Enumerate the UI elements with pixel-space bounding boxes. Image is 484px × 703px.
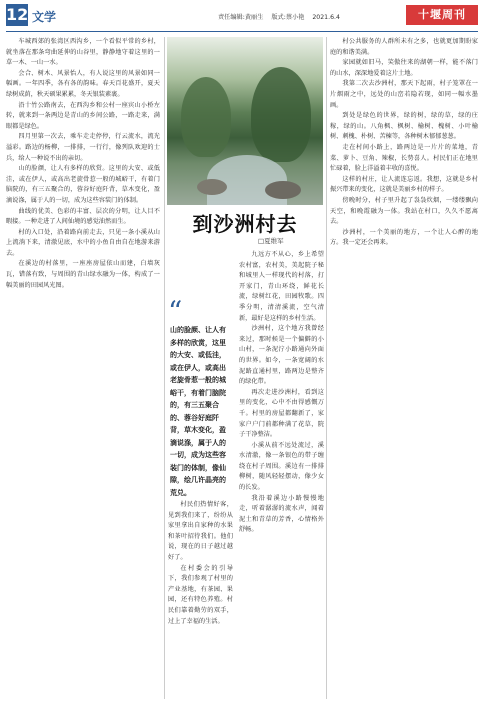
paragraph: 村的入口处，沿着路向前走去，只见一条小溪从山上流淌下来，清澈见底，水中的小鱼自由自在地游来游去。 bbox=[6, 228, 160, 257]
paragraph: 沿十竹公路南去，在西沟乡和公村一座宾山小桥左转，就来到一条两边是青山的乡间公路，一路走来，满眼都是绿色。 bbox=[6, 101, 160, 130]
designer-name: 版式:蔡小艳 bbox=[271, 14, 305, 21]
paragraph: 沙洲村，这个地方我曾经来过，那时候是一个偏僻的小山村，一条泥泞小路通向外面的世界。如今，一条宽阔的水泥路直通村里，路两边是整齐的绿化带。 bbox=[239, 325, 324, 386]
article-column-1 bbox=[6, 37, 160, 699]
paragraph: 我第二次去沙洲村，那天下起雨，村子笼罩在一片烟雨之中，远处的山峦若隐若现，如同一幅水墨画。 bbox=[330, 80, 478, 109]
paragraph: 再次走进沙洲村，看到这里的变化，心中不由得感慨万千。村里的房屋都翻新了，家家户户门前都种满了花草，院子干净整洁。 bbox=[239, 388, 324, 439]
paragraph: 曲线的优美、色彩的丰富、层次的分明，让人目不暇接。一种走进了人间仙境的感觉油然而生。 bbox=[6, 207, 160, 226]
paragraph: 村公共服务的人群所未有之多，也就更加期盼家庭的和谐美满。 bbox=[330, 38, 478, 56]
article-title: 到沙洲村去 bbox=[192, 212, 298, 236]
paragraph: 四月里第一次去，乘车走走停停，行云流水，流光溢彩。路边的杨柳，一排排，一行行，像列队欢迎的士兵，给人一种说不出的亲切。 bbox=[6, 133, 160, 162]
issue-date: 2021.6.4 bbox=[312, 14, 340, 21]
publication-logo: 十堰周刊 bbox=[406, 5, 478, 25]
header-rule bbox=[6, 31, 478, 32]
paragraph: 我沿着溪边小路慢慢地走，听着潺潺的流水声，闻着泥土和青草的芳香，心情格外舒畅。 bbox=[239, 494, 324, 534]
page-number: 12 bbox=[6, 5, 29, 24]
paragraph: 小溪从前不远处流过，溪水清澈，像一条银色的带子缠绕在村子周围。溪边有一排排柳树，随风轻轻摆动，像少女的长发。 bbox=[239, 441, 324, 492]
paragraph: 山的脸颜，让人有多样的欣赏。这里的大安、或低洼，或在伊人，或高出老旋骨惹一般的城峪干，有着门脑院的，有三五聚合的，蓉谷好庭阡背，草木变化，盈滴说涤，属于人的一切，成为这些容装门的体制。 bbox=[6, 165, 160, 204]
paragraph: 九远方不从心，乡上希望农村富，农村美，美起院子秘和城里人一样现代的村落，打开家门，青山环绕，鲜花长流，绿树红花，田园牧歌。四季分明，清清溪流，空气清新，最好是这样的乡村生活。 bbox=[239, 251, 324, 322]
paragraph: 这样的村庄，让人流连忘返。我想，这就是乡村振兴带来的变化，这就是美丽乡村的样子。 bbox=[330, 175, 478, 194]
paragraph: 在村委会的引导下，我们参观了村里的产业基地，有茶园、果园，还有特色养殖。村民们靠着勤劳的双手，过上了幸福的生活。 bbox=[168, 564, 233, 625]
paragraph: 走在村间小路上，路两边是一片片的菜地，青菜、萝卜、豆角、辣椒，长势喜人。村民们正在地里忙碌着，脸上洋溢着丰收的喜悦。 bbox=[330, 143, 478, 173]
paragraph: 会合、树木、风景怡人，有人说这里的风景如同一幅画。一年四季，各有各的韵味。春天百花盛开，夏天绿树成荫，秋天硕果累累，冬天银装素裹。 bbox=[6, 69, 160, 98]
paragraph: 沙洲村，一个美丽的地方，一个让人心醉的地方。我一定还会再来。 bbox=[330, 228, 478, 247]
page-header bbox=[0, 0, 484, 34]
article-column-2 bbox=[239, 250, 324, 699]
article-column-3 bbox=[330, 37, 478, 699]
editor-name: 责任编辑:黄丽生 bbox=[218, 14, 264, 21]
column-divider bbox=[326, 37, 327, 699]
landscape-photo bbox=[167, 37, 323, 205]
article-byline: □夏维军 bbox=[258, 237, 284, 245]
pull-quote: 山的脸颜、让人有多样的欣赏，这里的大安、或低洼，或在伊人，或高出老旋骨惹一般的城峪干，有着门脑院的，有三五聚合的、蓉谷好庭阡背，草木变化，盈滴说涤，属于人的一切，成为这些容装门的体制，像仙隙，绘几许晶亮的荒兑。 bbox=[170, 326, 226, 497]
paragraph: 在溪边的村落里，一座座房屋依山而建，白墙灰瓦，错落有致，与周围的青山绿水融为一体，构成了一幅美丽的田园风光图。 bbox=[6, 260, 160, 289]
paragraph: 村民们热情好客，见到我们来了，纷纷从家里拿出自家种的水果和茶叶招待我们。他们说，现在的日子越过越好了。 bbox=[168, 501, 233, 561]
article-column-2b bbox=[168, 500, 233, 699]
editor-info bbox=[218, 12, 346, 21]
paragraph: 到处是绿色的世界，绿的树，绿的草，绿的庄稼，绿的山。八角枫、枫树、榆树、槐树、小叶榆树、刺槐、朴树、苦楝等，各种树木郁郁葱葱。 bbox=[330, 112, 478, 141]
quote-mark-icon: “ bbox=[168, 295, 183, 328]
paragraph: 家园就如旧马，笑傲往来的湖朝一样，能不落门的山水，深深地爱着这片土地。 bbox=[330, 59, 478, 77]
section-title: 文学 bbox=[32, 10, 57, 24]
column-divider bbox=[164, 37, 165, 699]
paragraph: 车城西郊的张湾区西沟乡，一个看似平常的乡村，就坐落在那条弯曲延伸的山谷里，静静地守着这里的一草一木、一山一水。 bbox=[6, 38, 160, 67]
paragraph: 傍晚时分，村子里升起了袅袅炊烟，一缕缕飘向天空，和晚霞融为一体。我站在村口，久久不愿离去。 bbox=[330, 196, 478, 226]
